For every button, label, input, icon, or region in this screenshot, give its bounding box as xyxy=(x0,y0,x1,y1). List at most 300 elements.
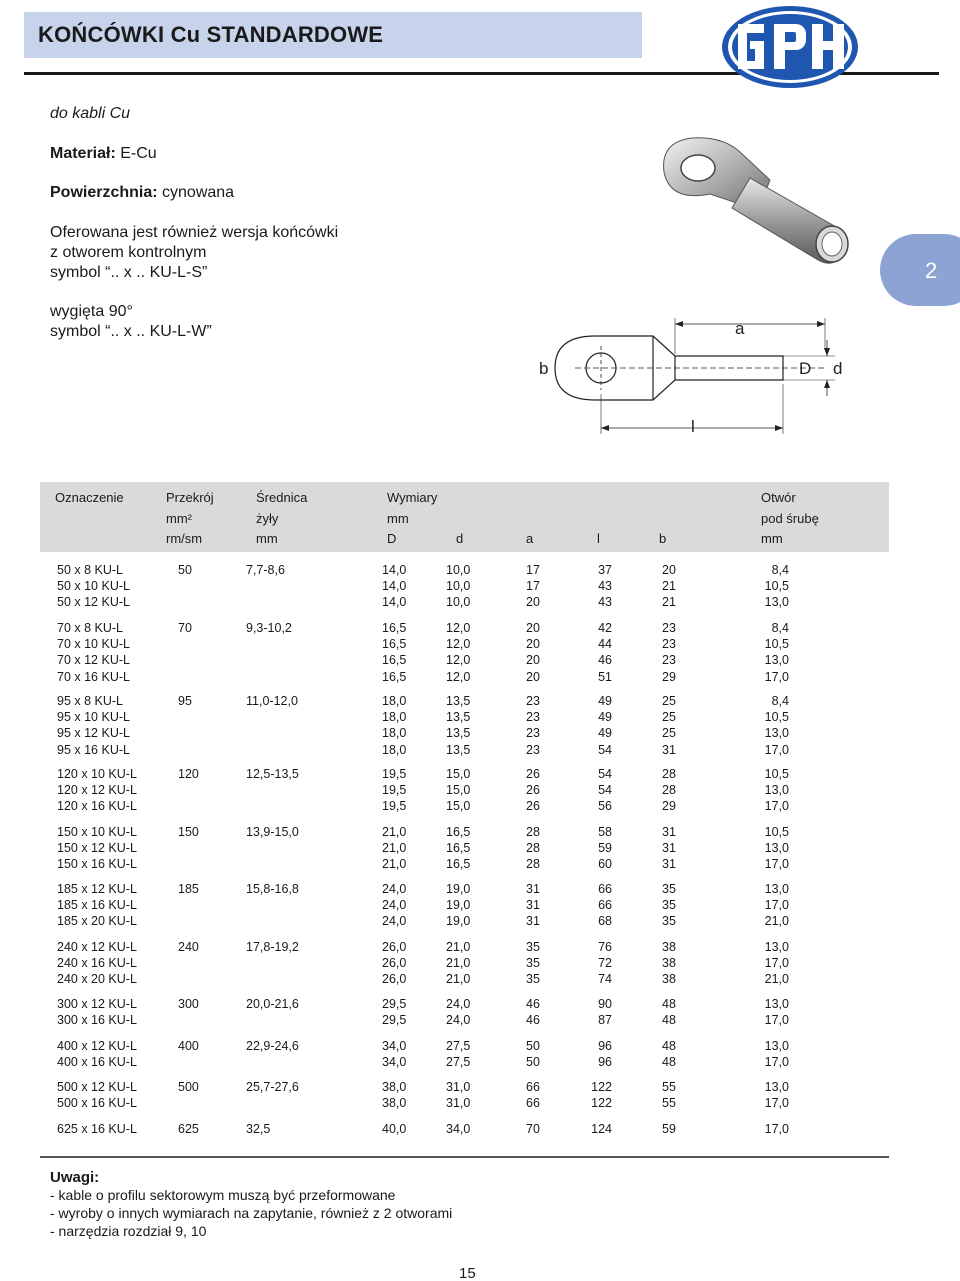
cell-przekroj: 120 xyxy=(178,767,199,781)
header-oznaczenie: Oznaczenie xyxy=(55,490,124,505)
dim-label-D: D xyxy=(799,359,812,378)
cell-D: 38,0 xyxy=(382,1096,407,1111)
cell-b: 28 xyxy=(662,783,676,798)
cell-otwor: 17,0 xyxy=(764,799,789,814)
cell-l: 96 xyxy=(598,1055,612,1070)
cell-b: 55 xyxy=(662,1096,676,1111)
header-wymiary: Wymiary xyxy=(387,490,438,505)
cell-otwor: 13,0 xyxy=(764,841,789,856)
cell-d: 15,0 xyxy=(446,767,471,781)
cell-l: 46 xyxy=(598,653,612,668)
gph-logo xyxy=(720,4,860,90)
cell-d: 21,0 xyxy=(446,972,471,987)
cell-oznaczenie: 50 x 8 KU-L xyxy=(57,563,124,577)
cell-b: 20 xyxy=(662,563,676,577)
cell-d: 13,5 xyxy=(446,710,471,725)
table-row xyxy=(0,621,960,637)
cell-d: 19,0 xyxy=(446,898,471,913)
table-row xyxy=(0,914,960,930)
header-unit-mm: mm xyxy=(256,531,278,546)
cell-D: 21,0 xyxy=(382,825,407,839)
cell-D: 34,0 xyxy=(382,1055,407,1070)
cell-b: 28 xyxy=(662,767,676,781)
table-row xyxy=(0,726,960,742)
header-col-b: b xyxy=(659,531,667,546)
note-item: - wyroby o innych wymiarach na zapytanie, również z 2 otworami xyxy=(50,1205,453,1221)
cell-otwor: 17,0 xyxy=(764,898,789,913)
cell-b: 48 xyxy=(662,1055,676,1070)
cell-a: 26 xyxy=(526,799,540,814)
cell-d: 10,0 xyxy=(446,563,471,577)
cell-D: 29,5 xyxy=(382,1013,407,1028)
cell-otwor: 17,0 xyxy=(764,857,789,872)
table-row xyxy=(0,1039,960,1055)
cell-a: 66 xyxy=(526,1096,540,1111)
cell-l: 90 xyxy=(598,997,612,1011)
cell-a: 28 xyxy=(526,825,540,839)
cell-przekroj: 95 xyxy=(178,694,192,708)
table-row xyxy=(0,670,960,686)
material-label: Materiał: xyxy=(50,145,116,162)
cell-otwor: 17,0 xyxy=(764,1055,789,1070)
cell-l: 66 xyxy=(598,898,612,913)
cell-d: 31,0 xyxy=(446,1080,471,1094)
cell-oznaczenie: 240 x 16 KU-L xyxy=(57,956,137,971)
section-tab xyxy=(880,234,960,306)
cell-otwor: 13,0 xyxy=(764,653,789,668)
cell-l: 76 xyxy=(598,940,612,954)
cell-D: 18,0 xyxy=(382,742,407,757)
cell-D: 18,0 xyxy=(382,726,407,741)
dim-label-b: b xyxy=(539,359,549,378)
cell-oznaczenie: 70 x 8 KU-L xyxy=(57,621,124,635)
cell-a: 31 xyxy=(526,914,540,929)
cell-d: 12,0 xyxy=(446,637,471,652)
cell-srednica: 9,3-10,2 xyxy=(246,621,292,635)
cell-oznaczenie: 150 x 12 KU-L xyxy=(57,841,137,856)
cell-D: 16,5 xyxy=(382,637,407,652)
cell-a: 23 xyxy=(526,726,540,741)
cell-a: 23 xyxy=(526,742,540,757)
table-row xyxy=(0,637,960,653)
cell-b: 23 xyxy=(662,621,676,635)
cell-srednica: 22,9-24,6 xyxy=(246,1039,299,1053)
cell-a: 20 xyxy=(526,621,540,635)
table-row xyxy=(0,595,960,611)
cell-d: 27,5 xyxy=(446,1055,471,1070)
cell-b: 29 xyxy=(662,669,676,684)
cell-srednica: 12,5-13,5 xyxy=(246,767,299,781)
cell-otwor: 21,0 xyxy=(764,914,789,929)
header-przekroj: Przekrój xyxy=(166,490,214,505)
cell-d: 10,0 xyxy=(446,595,471,610)
cell-l: 58 xyxy=(598,825,612,839)
header-col-l: l xyxy=(597,531,600,546)
cell-b: 35 xyxy=(662,898,676,913)
cell-l: 49 xyxy=(598,726,612,741)
cell-l: 87 xyxy=(598,1013,612,1028)
cell-otwor: 17,0 xyxy=(764,1096,789,1111)
cell-D: 19,5 xyxy=(382,783,407,798)
header-unit-mm: mm xyxy=(387,511,409,526)
cell-D: 18,0 xyxy=(382,694,407,708)
cell-a: 17 xyxy=(526,563,540,577)
table-row xyxy=(0,898,960,914)
table-row xyxy=(0,743,960,759)
cell-otwor: 13,0 xyxy=(764,882,789,896)
cell-l: 42 xyxy=(598,621,612,635)
cell-l: 68 xyxy=(598,914,612,929)
material-line xyxy=(50,144,157,164)
dimension-drawing xyxy=(535,310,855,440)
cell-a: 20 xyxy=(526,637,540,652)
table-row xyxy=(0,694,960,710)
cell-przekroj: 50 xyxy=(178,563,192,577)
cell-D: 24,0 xyxy=(382,898,407,913)
table-row xyxy=(0,997,960,1013)
cell-b: 35 xyxy=(662,914,676,929)
cell-D: 14,0 xyxy=(382,595,407,610)
cell-b: 48 xyxy=(662,1039,676,1053)
cell-l: 43 xyxy=(598,595,612,610)
cell-D: 24,0 xyxy=(382,914,407,929)
table-row xyxy=(0,799,960,815)
cell-srednica: 17,8-19,2 xyxy=(246,940,299,954)
cell-oznaczenie: 400 x 12 KU-L xyxy=(57,1039,137,1053)
cable-lug-photo xyxy=(650,132,870,282)
cell-a: 23 xyxy=(526,710,540,725)
table-row xyxy=(0,783,960,799)
cell-D: 19,5 xyxy=(382,767,407,781)
cell-d: 16,5 xyxy=(446,841,471,856)
cell-d: 12,0 xyxy=(446,621,471,635)
cell-a: 31 xyxy=(526,882,540,896)
table-row xyxy=(0,857,960,873)
page-number: 15 xyxy=(459,1265,476,1281)
surface-value: cynowana xyxy=(162,184,235,201)
bent-note xyxy=(50,302,212,342)
cell-D: 40,0 xyxy=(382,1122,407,1136)
cell-srednica: 20,0-21,6 xyxy=(246,997,299,1011)
cell-przekroj: 185 xyxy=(178,882,199,896)
cell-d: 16,5 xyxy=(446,825,471,839)
cell-a: 35 xyxy=(526,940,540,954)
cell-oznaczenie: 185 x 16 KU-L xyxy=(57,898,137,913)
cell-b: 25 xyxy=(662,710,676,725)
cell-l: 59 xyxy=(598,841,612,856)
header-col-D: D xyxy=(387,531,397,546)
cell-oznaczenie: 50 x 12 KU-L xyxy=(57,595,130,610)
cell-d: 21,0 xyxy=(446,956,471,971)
notes-title: Uwagi: xyxy=(50,1169,100,1186)
cell-srednica: 32,5 xyxy=(246,1122,271,1136)
cell-oznaczenie: 120 x 10 KU-L xyxy=(57,767,137,781)
cell-a: 50 xyxy=(526,1039,540,1053)
cell-d: 13,5 xyxy=(446,694,471,708)
cell-D: 24,0 xyxy=(382,882,407,896)
cell-otwor: 17,0 xyxy=(764,956,789,971)
cell-otwor: 13,0 xyxy=(764,783,789,798)
cell-srednica: 11,0-12,0 xyxy=(246,694,298,708)
cell-b: 35 xyxy=(662,882,676,896)
cell-oznaczenie: 500 x 16 KU-L xyxy=(57,1096,137,1111)
cell-b: 59 xyxy=(662,1122,676,1136)
header-unit-mm2: mm² xyxy=(166,511,192,526)
cell-otwor: 21,0 xyxy=(764,972,789,987)
cell-l: 96 xyxy=(598,1039,612,1053)
cell-otwor: 13,0 xyxy=(764,726,789,741)
cell-a: 26 xyxy=(526,767,540,781)
cell-d: 13,5 xyxy=(446,726,471,741)
cell-oznaczenie: 95 x 12 KU-L xyxy=(57,726,130,741)
table-row xyxy=(0,1096,960,1112)
cell-b: 31 xyxy=(662,841,676,856)
cell-otwor: 10,5 xyxy=(764,825,789,839)
cell-otwor: 17,0 xyxy=(764,742,789,757)
header-zyly: żyły xyxy=(256,511,279,526)
cell-a: 17 xyxy=(526,579,540,594)
header-rmsm: rm/sm xyxy=(166,531,203,546)
cell-oznaczenie: 625 x 16 KU-L xyxy=(57,1122,137,1136)
cell-l: 37 xyxy=(598,563,612,577)
cell-oznaczenie: 120 x 12 KU-L xyxy=(57,783,137,798)
cell-d: 27,5 xyxy=(446,1039,471,1053)
cell-l: 51 xyxy=(598,669,612,684)
variant-symbol: symbol “.. x .. KU-L-S” xyxy=(50,264,208,281)
cell-otwor: 13,0 xyxy=(764,595,789,610)
cell-l: 124 xyxy=(591,1122,612,1136)
cell-D: 16,5 xyxy=(382,621,407,635)
cell-b: 23 xyxy=(662,637,676,652)
note-item: - kable o profilu sektorowym muszą być przeformowane xyxy=(50,1187,396,1203)
table-row xyxy=(0,1013,960,1029)
cell-przekroj: 150 xyxy=(178,825,199,839)
table-row xyxy=(0,841,960,857)
bent-symbol: symbol “.. x .. KU-L-W” xyxy=(50,323,212,340)
cell-przekroj: 400 xyxy=(178,1039,199,1053)
cell-l: 54 xyxy=(598,783,612,798)
cell-d: 12,0 xyxy=(446,669,471,684)
cell-a: 46 xyxy=(526,1013,540,1028)
cell-a: 28 xyxy=(526,841,540,856)
cell-l: 72 xyxy=(598,956,612,971)
cell-d: 34,0 xyxy=(446,1122,471,1136)
cell-srednica: 15,8-16,8 xyxy=(246,882,299,896)
cell-l: 60 xyxy=(598,857,612,872)
cell-otwor: 17,0 xyxy=(764,669,789,684)
cell-otwor: 10,5 xyxy=(764,767,789,781)
table-row xyxy=(0,882,960,898)
cell-a: 50 xyxy=(526,1055,540,1070)
cell-otwor: 8,4 xyxy=(771,563,789,577)
cell-d: 15,0 xyxy=(446,799,471,814)
table-row xyxy=(0,972,960,988)
cell-a: 20 xyxy=(526,669,540,684)
cell-oznaczenie: 400 x 16 KU-L xyxy=(57,1055,137,1070)
logo-text: GPH xyxy=(790,89,793,90)
cell-przekroj: 625 xyxy=(178,1122,199,1136)
cell-D: 34,0 xyxy=(382,1039,407,1053)
cell-D: 21,0 xyxy=(382,857,407,872)
variant-line: z otworem kontrolnym xyxy=(50,244,207,261)
cell-b: 21 xyxy=(662,579,676,594)
note-item: - narzędzia rozdział 9, 10 xyxy=(50,1223,207,1239)
cell-oznaczenie: 70 x 16 KU-L xyxy=(57,669,130,684)
header-unit-mm: mm xyxy=(761,531,783,546)
table-row xyxy=(0,940,960,956)
cell-D: 19,5 xyxy=(382,799,407,814)
cell-otwor: 10,5 xyxy=(764,637,789,652)
cell-D: 26,0 xyxy=(382,940,407,954)
cell-przekroj: 500 xyxy=(178,1080,199,1094)
cell-d: 10,0 xyxy=(446,579,471,594)
bent-line: wygięta 90° xyxy=(50,303,133,320)
cell-d: 21,0 xyxy=(446,940,471,954)
variant-note xyxy=(50,223,338,283)
cell-a: 20 xyxy=(526,653,540,668)
surface-label: Powierzchnia: xyxy=(50,184,158,201)
table-row xyxy=(0,767,960,783)
table-row xyxy=(0,825,960,841)
dim-label-l: l xyxy=(691,417,695,436)
cell-d: 12,0 xyxy=(446,653,471,668)
cell-otwor: 17,0 xyxy=(764,1122,789,1136)
cell-D: 29,5 xyxy=(382,997,407,1011)
section-number: 2 xyxy=(925,258,938,283)
cell-a: 46 xyxy=(526,997,540,1011)
cell-srednica: 7,7-8,6 xyxy=(246,563,285,577)
cell-przekroj: 240 xyxy=(178,940,199,954)
cell-oznaczenie: 300 x 12 KU-L xyxy=(57,997,137,1011)
cell-przekroj: 70 xyxy=(178,621,192,635)
cell-przekroj: 300 xyxy=(178,997,199,1011)
cell-l: 66 xyxy=(598,882,612,896)
cell-oznaczenie: 95 x 8 KU-L xyxy=(57,694,124,708)
cell-D: 18,0 xyxy=(382,710,407,725)
cell-b: 38 xyxy=(662,940,676,954)
cell-b: 48 xyxy=(662,997,676,1011)
table-row xyxy=(0,579,960,595)
header-otwor: Otwór xyxy=(761,490,796,505)
table-row xyxy=(0,1122,960,1138)
cell-oznaczenie: 240 x 12 KU-L xyxy=(57,940,137,954)
cell-otwor: 13,0 xyxy=(764,1039,789,1053)
cell-oznaczenie: 70 x 10 KU-L xyxy=(57,637,130,652)
cell-b: 29 xyxy=(662,799,676,814)
cell-b: 31 xyxy=(662,825,676,839)
table-row xyxy=(0,710,960,726)
page-title: KOŃCÓWKI Cu STANDARDOWE xyxy=(38,22,384,47)
cell-l: 54 xyxy=(598,742,612,757)
cell-oznaczenie: 120 x 16 KU-L xyxy=(57,799,137,814)
cell-b: 23 xyxy=(662,653,676,668)
cell-l: 56 xyxy=(598,799,612,814)
cell-D: 38,0 xyxy=(382,1080,407,1094)
cell-D: 21,0 xyxy=(382,841,407,856)
cell-D: 26,0 xyxy=(382,972,407,987)
cell-a: 20 xyxy=(526,595,540,610)
header-col-d: d xyxy=(456,531,464,546)
dim-label-d: d xyxy=(833,359,843,378)
table-row xyxy=(0,563,960,579)
cell-d: 24,0 xyxy=(446,997,471,1011)
table-row xyxy=(0,653,960,669)
cell-l: 49 xyxy=(598,710,612,725)
cell-a: 35 xyxy=(526,972,540,987)
cell-a: 66 xyxy=(526,1080,540,1094)
cell-d: 16,5 xyxy=(446,857,471,872)
header-srednica: Średnica xyxy=(256,490,308,505)
cell-d: 13,5 xyxy=(446,742,471,757)
header-col-a: a xyxy=(526,531,534,546)
cell-l: 54 xyxy=(598,767,612,781)
cell-b: 25 xyxy=(662,694,676,708)
cell-b: 21 xyxy=(662,595,676,610)
cell-otwor: 13,0 xyxy=(764,997,789,1011)
cell-oznaczenie: 70 x 12 KU-L xyxy=(57,653,130,668)
cell-oznaczenie: 500 x 12 KU-L xyxy=(57,1080,137,1094)
cell-oznaczenie: 240 x 20 KU-L xyxy=(57,972,137,987)
dim-label-a: a xyxy=(735,319,745,338)
material-value: E-Cu xyxy=(120,145,157,162)
cell-oznaczenie: 150 x 10 KU-L xyxy=(57,825,137,839)
cell-oznaczenie: 95 x 10 KU-L xyxy=(57,710,130,725)
cell-D: 16,5 xyxy=(382,653,407,668)
cell-l: 74 xyxy=(598,972,612,987)
cable-note: do kabli Cu xyxy=(50,105,131,122)
notes-divider xyxy=(40,1156,889,1158)
cell-b: 38 xyxy=(662,956,676,971)
cell-b: 48 xyxy=(662,1013,676,1028)
cell-oznaczenie: 300 x 16 KU-L xyxy=(57,1013,137,1028)
cell-otwor: 8,4 xyxy=(771,694,789,708)
table-row xyxy=(0,1080,960,1096)
cell-l: 122 xyxy=(591,1096,612,1111)
cell-b: 25 xyxy=(662,726,676,741)
cell-a: 35 xyxy=(526,956,540,971)
cell-D: 14,0 xyxy=(382,579,407,594)
cell-oznaczenie: 50 x 10 KU-L xyxy=(57,579,130,594)
cell-oznaczenie: 95 x 16 KU-L xyxy=(57,742,130,757)
cell-a: 26 xyxy=(526,783,540,798)
cell-D: 26,0 xyxy=(382,956,407,971)
cell-b: 38 xyxy=(662,972,676,987)
cell-D: 16,5 xyxy=(382,669,407,684)
cell-otwor: 10,5 xyxy=(764,710,789,725)
cell-d: 24,0 xyxy=(446,1013,471,1028)
header-pod-srube: pod śrubę xyxy=(761,511,819,526)
table-row xyxy=(0,1055,960,1071)
cell-b: 31 xyxy=(662,742,676,757)
cell-otwor: 10,5 xyxy=(764,579,789,594)
cell-d: 31,0 xyxy=(446,1096,471,1111)
cell-srednica: 25,7-27,6 xyxy=(246,1080,299,1094)
cell-b: 55 xyxy=(662,1080,676,1094)
cell-srednica: 13,9-15,0 xyxy=(246,825,299,839)
cell-l: 43 xyxy=(598,579,612,594)
cell-d: 15,0 xyxy=(446,783,471,798)
cell-a: 28 xyxy=(526,857,540,872)
cell-l: 49 xyxy=(598,694,612,708)
cell-otwor: 13,0 xyxy=(764,940,789,954)
cell-otwor: 13,0 xyxy=(764,1080,789,1094)
cell-otwor: 17,0 xyxy=(764,1013,789,1028)
variant-line: Oferowana jest również wersja końcówki xyxy=(50,224,339,241)
surface-line xyxy=(50,183,234,203)
cell-a: 70 xyxy=(526,1122,540,1136)
cell-a: 31 xyxy=(526,898,540,913)
cell-oznaczenie: 185 x 12 KU-L xyxy=(57,882,137,896)
